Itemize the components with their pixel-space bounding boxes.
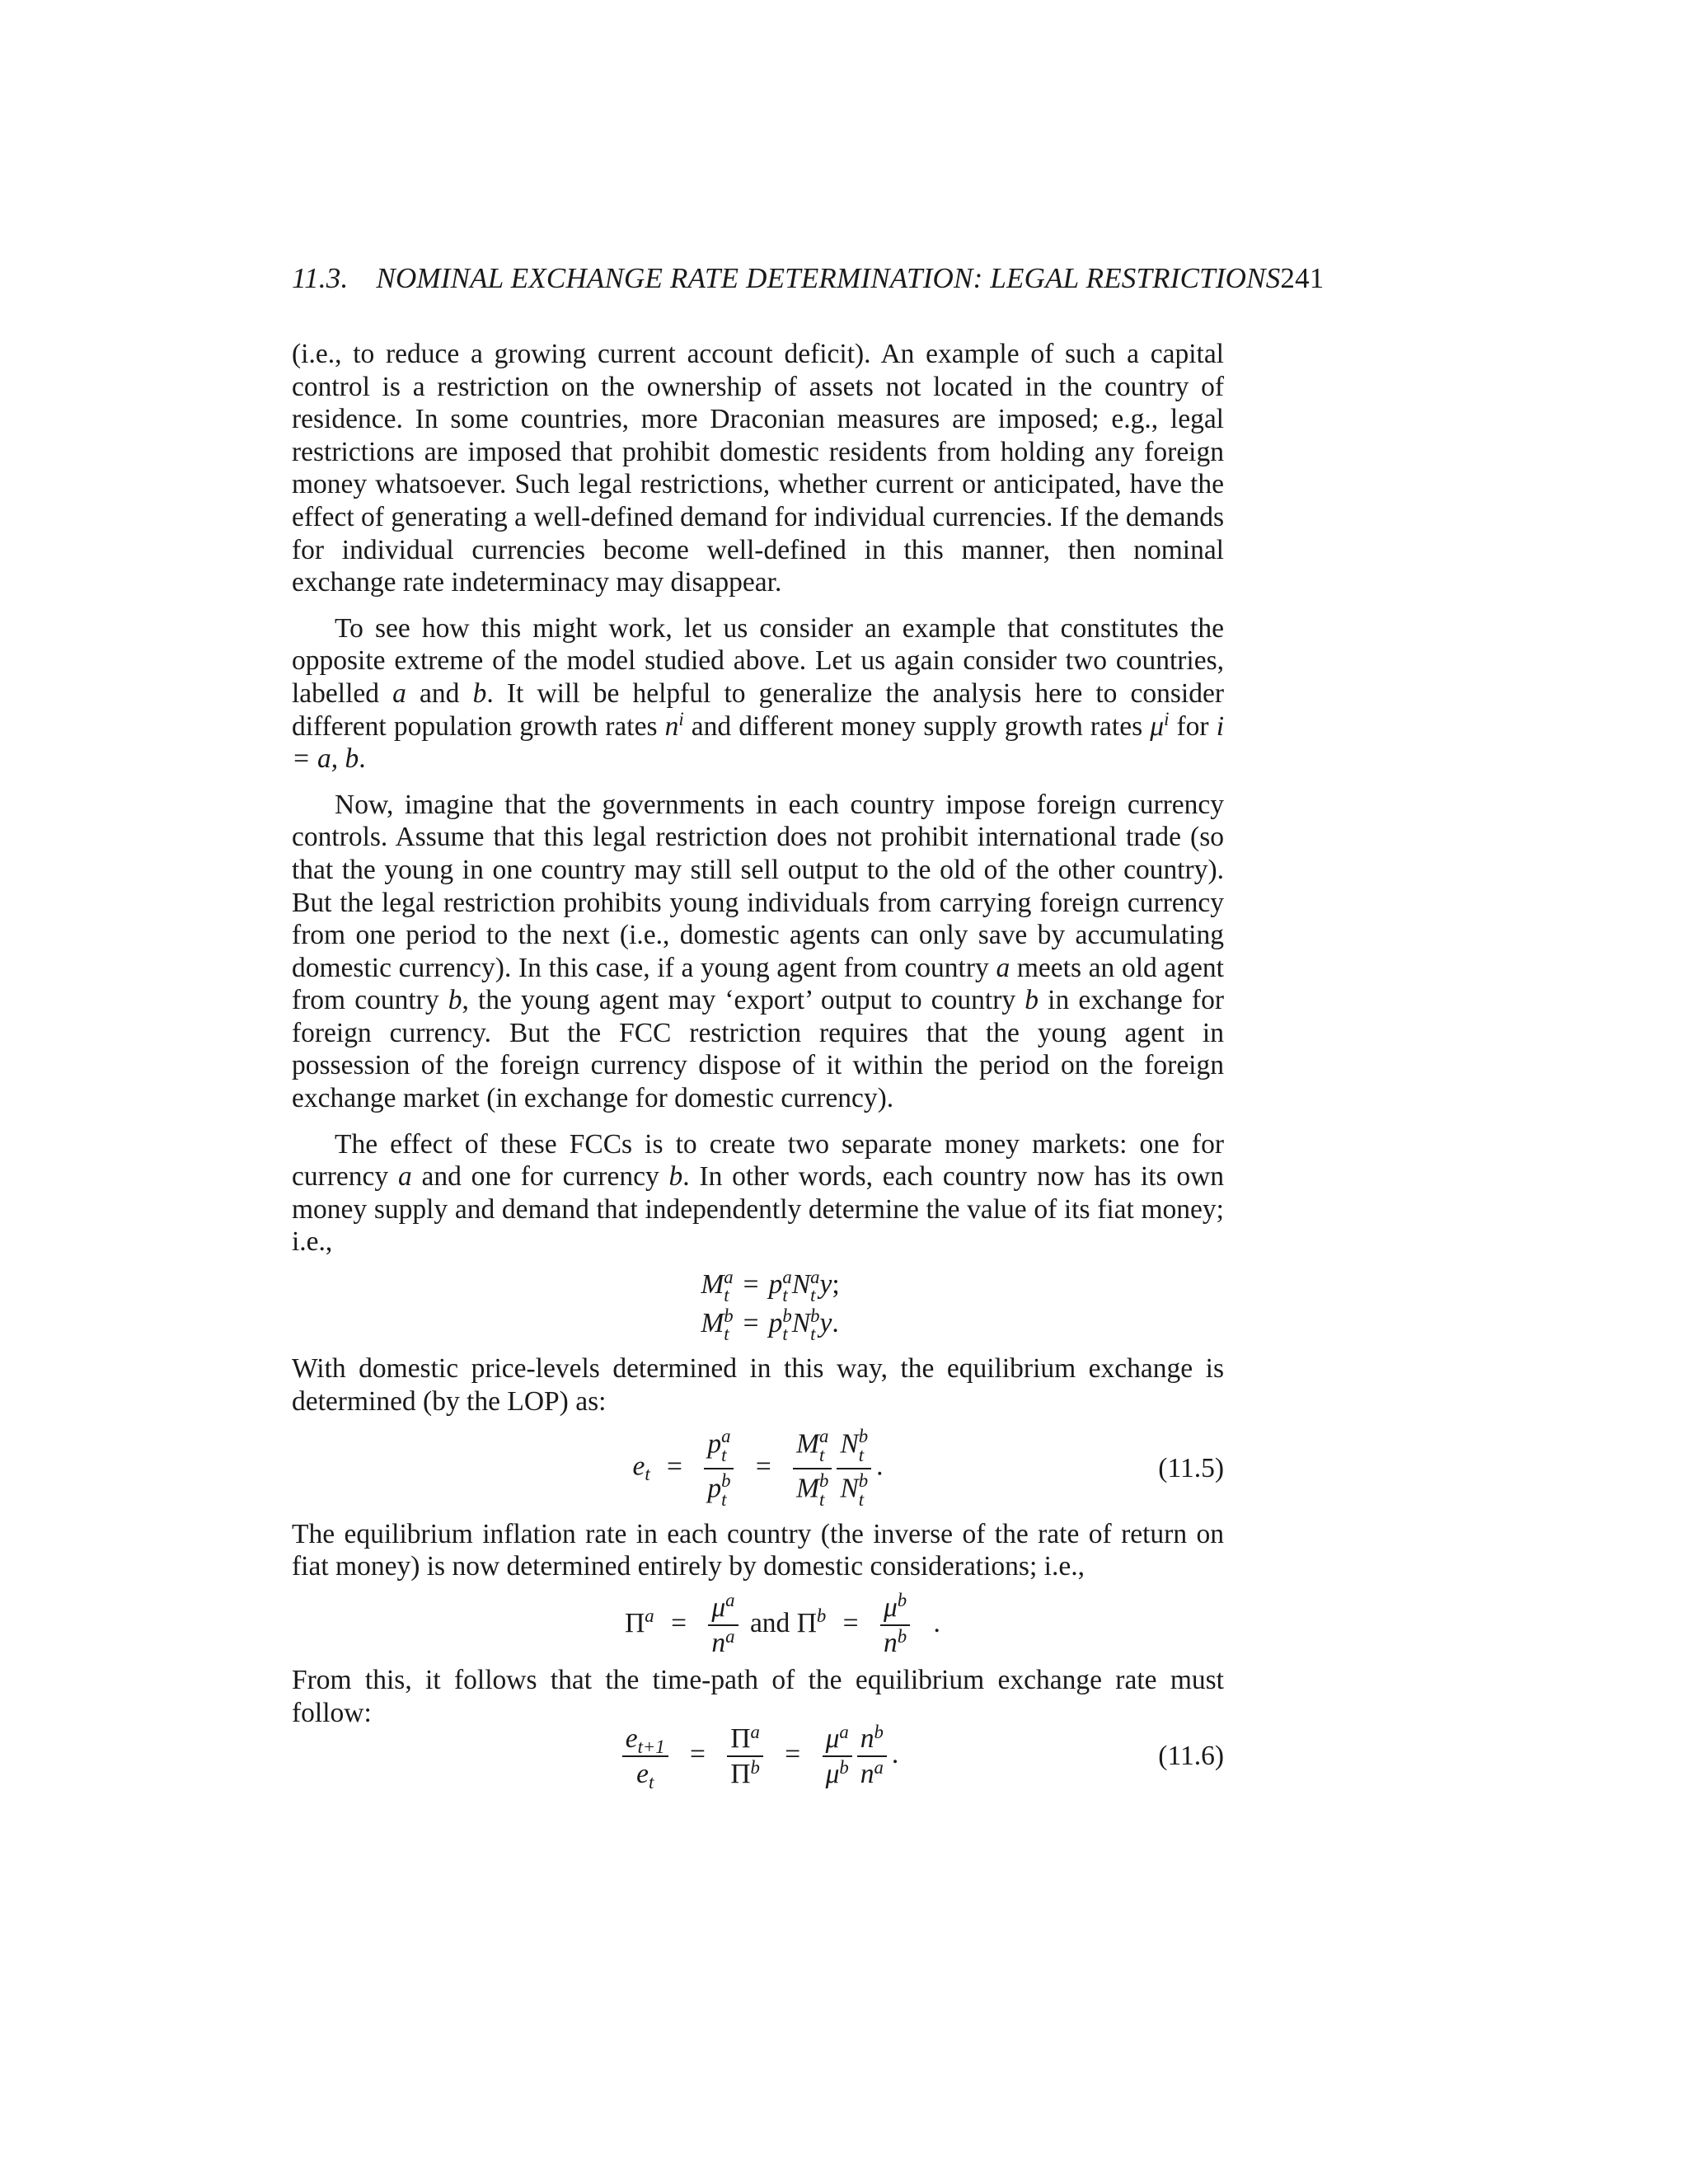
section-number: 11.3. — [292, 262, 349, 294]
equation-inflation-rates: $\Pi^a$ = $\frac{\mu^a}{n^a}$ and $\Pi^b$ = $\frac{\mu^b}{n^b}$ . — [625, 1590, 940, 1658]
paragraph-4: The effect of these FCCs is to create two separate money markets: one for currency a and one for currency b. In other words, each country now has its own money supply and demand that independently determine the value of its fiat money; i.e., — [292, 1128, 1225, 1258]
paragraph-1: (i.e., to reduce a growing current account deficit). An example of such a capital control is a restriction on the ownership of assets not located in the country of residence. In some countries, more Draconian measures are imposed; e.g., legal restrictions are imposed that prohibit domestic residents from holding any foreign money whatsoever. Such legal restrictions, whether current or anticipated, have the effect of generating a well-defined demand for individual currencies. If the demands for individual currencies become well-defined in this manner, then nominal exchange rate indeterminacy may disappear. — [292, 339, 1224, 598]
paragraph-2: To see how this might work, let us consider an example that constitutes the opposite extreme of the model studied above. Let us again consider two countries, labelled a and b. It will be helpful to generalize the analysis here to consider different population growth rates $n^i$ and different money supply growth rates $\mu^i$ for i = a, b. — [292, 612, 1225, 775]
equation-money-markets: M a t = p a t N a t y; M b t = p b t N b t y. — [701, 1266, 840, 1345]
equation-number-11-5: (11.5) — [1158, 1453, 1224, 1484]
paragraph-3: Now, imagine that the governments in each country impose foreign currency controls. Assume that this legal restriction does not prohibit international trade (so that the young in one country may still sell output to the old of the other country). But the legal restriction prohibits young individuals from carrying foreign currency from one period to the next (i.e., domestic agents can only save by accumulating domestic currency). In this case, if a young agent from country a meets an old agent from country b, the young agent may ‘export’ output to country b in exchange for foreign currency. But the FCC restriction requires that the young agent in possession of the foreign currency dispose of it within the period on the foreign exchange market (in exchange for domestic currency). — [292, 789, 1224, 1114]
paragraph-5: With domestic price-levels determined in this way, the equilibrium exchange is determined (by the LOP) as: — [292, 1353, 1224, 1417]
paragraph-6: The equilibrium inflation rate in each country (the inverse of the rate of return on fiat money) is now determined entirely by domestic considerations; i.e., — [292, 1518, 1224, 1582]
equation-11-6: $\frac{e_{t+1}}{e_t}$ = $\frac{\Pi^a}{\Pi^b}$ = $\frac{\mu^a}{\mu^b}$ $\frac{n^b}{n^a}$ . (11.6) — [292, 1724, 1224, 1788]
equation-number-11-6: (11.6) — [1158, 1741, 1224, 1772]
running-header — [292, 262, 1363, 295]
section-title: NOMINAL EXCHANGE RATE DETERMINATION: LEGAL RESTRICTIONS — [376, 262, 1281, 294]
paragraph-7: From this, it follows that the time-path of the equilibrium exchange rate must follow: — [292, 1665, 1224, 1728]
body-text — [292, 338, 1225, 1793]
equation-11-5: $e_t$ = p a t p b t = M a t M b t N b t N b t . (11.5) — [632, 1426, 1224, 1510]
page-number: 241 — [1280, 262, 1325, 294]
